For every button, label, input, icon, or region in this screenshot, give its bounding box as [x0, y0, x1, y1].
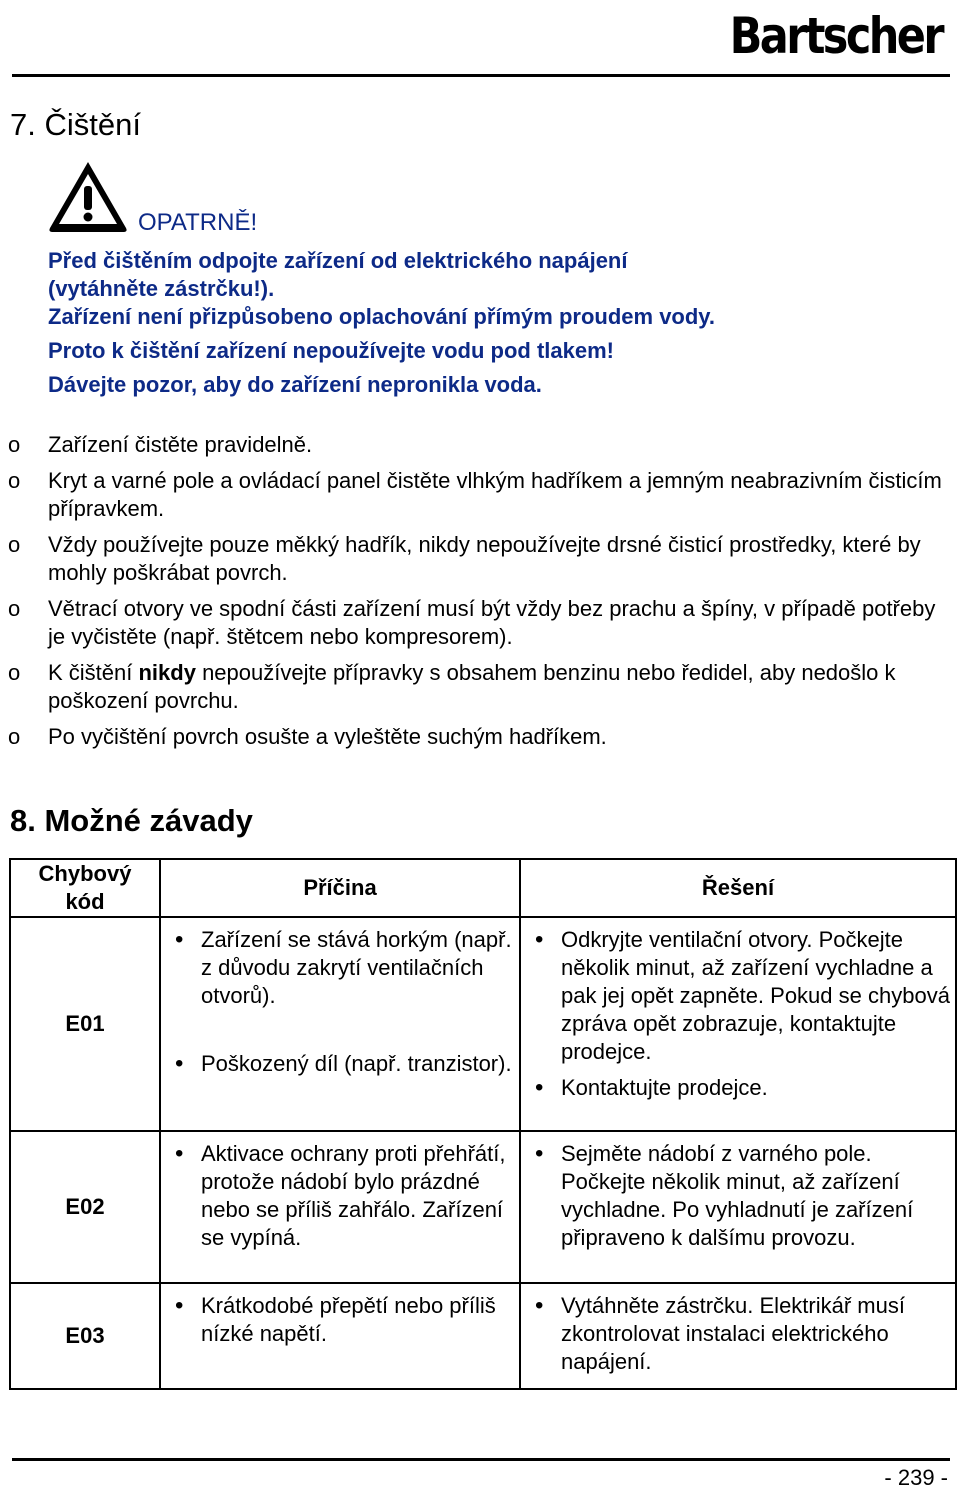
- caution-text: [48, 247, 908, 399]
- caution-line: Zařízení není přizpůsobeno oplachování přímým proudem vody.: [48, 304, 716, 329]
- column-header-solution: Řešení: [520, 859, 956, 917]
- caution-line: Dávejte pozor, aby do zařízení nepronikla voda.: [48, 372, 542, 397]
- error-code: E02: [10, 1131, 160, 1283]
- caution-line: (vytáhněte zástrčku!).: [48, 276, 275, 301]
- cause-item: • Zařízení se stává horkým (např. z důvodu zakrytí ventilačních otvorů).: [161, 926, 519, 1010]
- cause-cell: [160, 917, 520, 1131]
- list-item: [0, 595, 950, 651]
- table-row: [10, 1283, 956, 1389]
- bullet-marker: o: [8, 532, 21, 557]
- footer-divider: [12, 1458, 950, 1461]
- solution-cell: [520, 1131, 956, 1283]
- header-divider: [12, 74, 950, 77]
- list-item: [0, 723, 950, 751]
- brand-logo-text: Bartscher: [729, 7, 942, 65]
- brand-logo: [695, 4, 942, 68]
- cause-cell: [160, 1131, 520, 1283]
- list-item-text: Vždy používejte pouze měkký hadřík, nikdy nepoužívejte drsné čisticí prostředky, které by mohly poškrábat povrch.: [48, 532, 921, 585]
- list-item-text: Větrací otvory ve spodní části zařízení musí být vždy bez prachu a špíny, v případě potřeby je vyčistěte (např. štětcem nebo kompresorem).: [48, 596, 936, 649]
- table-header-row: [10, 859, 956, 917]
- solution-item: • Vytáhněte zástrčku. Elektrikář musí zkontrolovat instalaci elektrického napájení.: [521, 1292, 955, 1376]
- cleaning-instructions-list: [0, 431, 950, 759]
- solution-item: • Kontaktujte prodejce.: [521, 1074, 955, 1102]
- list-item-text-start: K čištění: [48, 660, 139, 685]
- list-item: [0, 531, 950, 587]
- cause-item: • Aktivace ochrany proti přehřátí, protože nádobí bylo prázdné nebo se příliš zahřálo. Zařízení se vypíná.: [161, 1140, 519, 1252]
- solution-item: • Odkryjte ventilační otvory. Počkejte několik minut, až zařízení vychladne a pak jej opět zapněte. Pokud se chybová zpráva opět zobrazuje, kontaktujte prodejce.: [521, 926, 955, 1066]
- fault-table: [9, 858, 957, 1390]
- solution-cell: [520, 917, 956, 1131]
- list-item: [0, 467, 950, 523]
- section-8-title: 8. Možné závady: [10, 803, 253, 838]
- page-number: - 239 -: [884, 1465, 948, 1490]
- warning-icon: [46, 158, 130, 234]
- list-item-text: Kryt a varné pole a ovládací panel čistěte vlhkým hadříkem a jemným neabrazivním čisticím přípravkem.: [48, 468, 942, 521]
- section-7-title: 7. Čištění: [10, 107, 141, 142]
- table-row: [10, 1131, 956, 1283]
- list-item: [0, 431, 950, 459]
- caution-heading: OPATRNĚ!: [138, 209, 258, 236]
- error-code: E03: [10, 1283, 160, 1389]
- caution-line: Proto k čištění zařízení nepoužívejte vodu pod tlakem!: [48, 338, 614, 363]
- bullet-marker: o: [8, 432, 21, 457]
- solution-cell: [520, 1283, 956, 1389]
- cause-cell: [160, 1283, 520, 1389]
- bullet-marker: o: [8, 660, 21, 685]
- error-code: E01: [10, 917, 160, 1131]
- bullet-marker: o: [8, 596, 21, 621]
- cause-item: • Krátkodobé přepětí nebo příliš nízké napětí.: [161, 1292, 519, 1348]
- list-item-text: Zařízení čistěte pravidelně.: [48, 432, 313, 457]
- list-item-text: Po vyčištění povrch osušte a vyleštěte suchým hadříkem.: [48, 724, 607, 749]
- table-row: [10, 917, 956, 1131]
- column-header-code: Chybový kód: [10, 859, 160, 917]
- bullet-marker: o: [8, 724, 21, 749]
- caution-line: Před čištěním odpojte zařízení od elektrického napájení: [48, 248, 628, 273]
- column-header-cause: Příčina: [160, 859, 520, 917]
- list-item-text-end: nepoužívejte přípravky s obsahem benzinu nebo ředidel, aby nedošlo k poškození povrchu.: [48, 660, 896, 713]
- emphasis-text: nikdy: [138, 660, 196, 685]
- list-item: [0, 659, 950, 715]
- solution-item: • Sejměte nádobí z varného pole. Počkejte několik minut, až zařízení vychladne. Po vyhladnutí je zařízení připraveno k dalšímu provozu.: [521, 1140, 955, 1252]
- bullet-marker: o: [8, 468, 21, 493]
- cause-item: • Poškozený díl (např. tranzistor).: [161, 1050, 519, 1078]
